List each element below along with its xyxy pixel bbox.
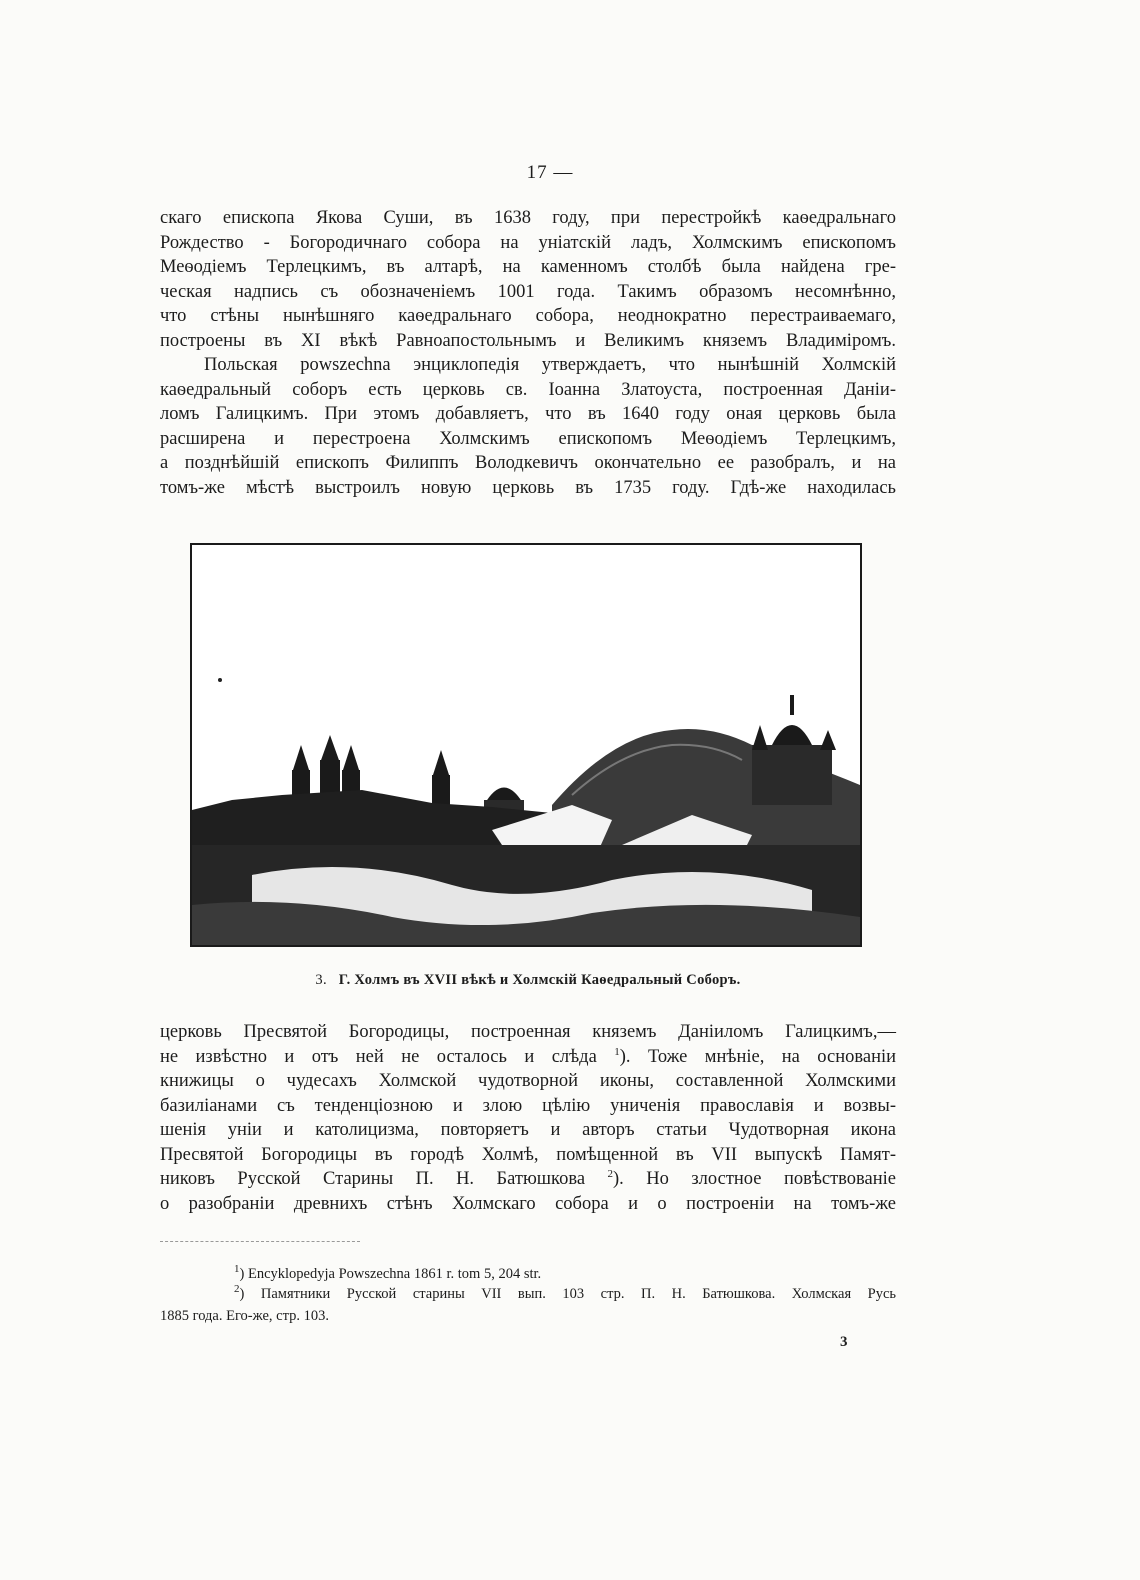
printer-signature: 3 [840,1334,848,1350]
text-line: базиліанами съ тенденціозною и злою цѣлію униченія православія и возвы- [160,1095,896,1116]
text-line [160,1167,896,1192]
text-line: томъ-же мѣстѣ выстроилъ новую церковь въ 1735 году. Гдѣ-же находилась [160,477,896,498]
text-line: шенія уніи и католицизма, повторяетъ и авторъ статьи Чудотворная икона [160,1120,896,1140]
text-line: построены въ XI вѣкѣ Равноапостольнымъ и Великимъ княземъ Владиміромъ. [160,330,896,351]
footnote-ref: 1 [614,1045,620,1058]
footnote-mark: 2 [234,1283,240,1296]
text-line: Рождество - Богородичнаго собора на уніатскій ладъ, Холмскимъ епископомъ [160,232,896,253]
text-line: каѳедральный соборъ есть церковь св. Іоанна Златоуста, построенная Даніи- [160,379,896,400]
footnote-text: Памятники Русской старины VII вып. 103 стр. П. Н. Батюшкова. Холмская Русь [260,1286,896,1302]
footnote-1 [160,1263,896,1285]
text-line-part: ). Но злостное повѣствованіе [613,1169,896,1189]
text-line: Меѳодіемъ Терлецкимъ, въ алтарѣ, на каменномъ столбѣ была найдена гре- [160,257,896,277]
text-line: книжицы о чудесахъ Холмской чудотворной иконы, составленной Холмскими [160,1071,896,1091]
text-line-part: никовъ Русской Старины П. Н. Батюшкова [160,1169,586,1189]
footnote-line: $^2$) Памятники Русской старины VII вып. 103 стр. П. Н. Батюшкова. Холмская Русь [234,1283,896,1302]
text-line: Пресвятой Богородицы въ городѣ Холмѣ, помѣщенной въ VII выпускѣ Памят- [160,1144,896,1165]
engraving-illustration [190,543,862,947]
page-number: 17 — [526,162,574,183]
text-line: ломъ Галицкимъ. При этомъ добавляетъ, что въ 1640 году оная церковь была [160,404,896,424]
text-line: Польская powszechna энциклопедія утверждаетъ, что нынѣшній Холмскій [204,355,896,375]
text-line: о разобраніи древнихъ стѣнъ Холмскаго собора и о построеніи на томъ-же [160,1193,896,1214]
footnote-mark: 1 [234,1263,240,1276]
footnote-divider [160,1241,360,1242]
footnote-2 [160,1283,896,1327]
city-panorama-picture [192,545,860,945]
text-line [160,1045,896,1070]
text-line-part: ). Тоже мнѣніе, на основаніи [619,1046,897,1067]
text-line: церковь Пресвятой Богородицы, построенная княземъ Даніиломъ Галицкимъ,— [160,1022,896,1042]
figure-caption [160,972,896,989]
text-line: ческая надпись съ обозначеніемъ 1001 года. Такимъ образомъ несомнѣнно, [160,281,896,302]
text-line: а позднѣйшій епископъ Филиппъ Володкевичъ окончательно ее разобралъ, и на [160,453,896,473]
text-line: расширена и перестроена Холмскимъ епископомъ Меѳодіемъ Терлецкимъ, [160,428,896,449]
footnote-text: Encyklopedyja Powszechna 1861 r. tom 5, 204 str. [247,1266,542,1282]
paragraph-bottom [160,1020,896,1216]
text-line-part: не извѣстно и отъ ней не осталось и слѣда [160,1046,597,1067]
caption-number: 3. [315,972,327,988]
footnote-line: $^1$) Encyklopedyja Powszechna 1861 r. tom 5, 204 str. [234,1263,542,1282]
footnote-ref: 2 [607,1167,614,1180]
text-line: скаго епископа Якова Суши, въ 1638 году, при перестройкѣ каѳедральнаго [160,208,896,228]
text-line: что стѣны нынѣшняго каѳедральнаго собора, неоднократно перестраиваемаго, [160,306,896,326]
footnote-line: 1885 года. Его-же, стр. 103. [160,1308,329,1324]
paragraph-top [160,206,896,500]
caption-text: Г. Холмъ въ XVII вѣкѣ и Холмскій Каѳедральный Соборъ. [338,972,741,988]
